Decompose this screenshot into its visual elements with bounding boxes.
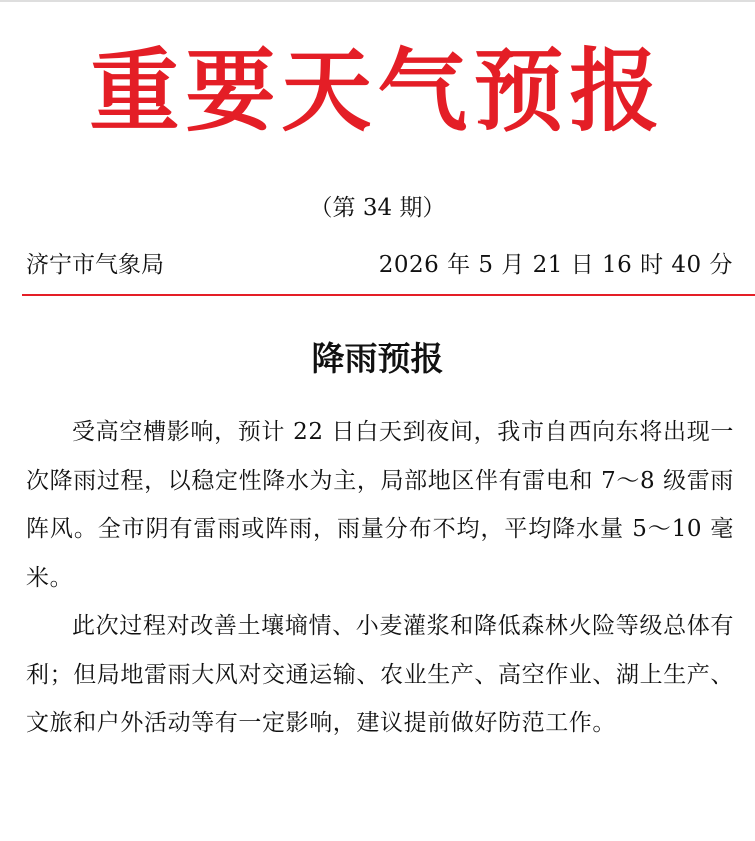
issue-datetime: 2026 年 5 月 21 日 16 时 40 分	[378, 252, 733, 278]
issue-number: （第 34 期）	[309, 195, 446, 221]
top-divider	[0, 0, 755, 2]
body-paragraph: 受高空槽影响，预计 22 日白天到夜间，我市自西向东将出现一次降雨过程，以稳定性降水为主，局部地区伴有雷电和 7～8 级雷雨阵风。全市阴有雷雨或阵雨，雨量分布不均，平均降水量 5～10 毫米。	[26, 419, 734, 591]
body-paragraph: 此次过程对改善土壤墒情、小麦灌浆和降低森林火险等级总体有利；但局地雷雨大风对交通运输、农业生产、高空作业、湖上生产、文旅和户外活动等有一定影响，建议提前做好防范工作。	[26, 613, 734, 736]
red-divider	[22, 294, 755, 296]
document-title: 降雨预报	[311, 339, 444, 378]
masthead-title: 重要天气预报	[89, 38, 666, 144]
issuing-agency: 济宁市气象局	[26, 252, 164, 278]
document-body	[26, 408, 734, 748]
